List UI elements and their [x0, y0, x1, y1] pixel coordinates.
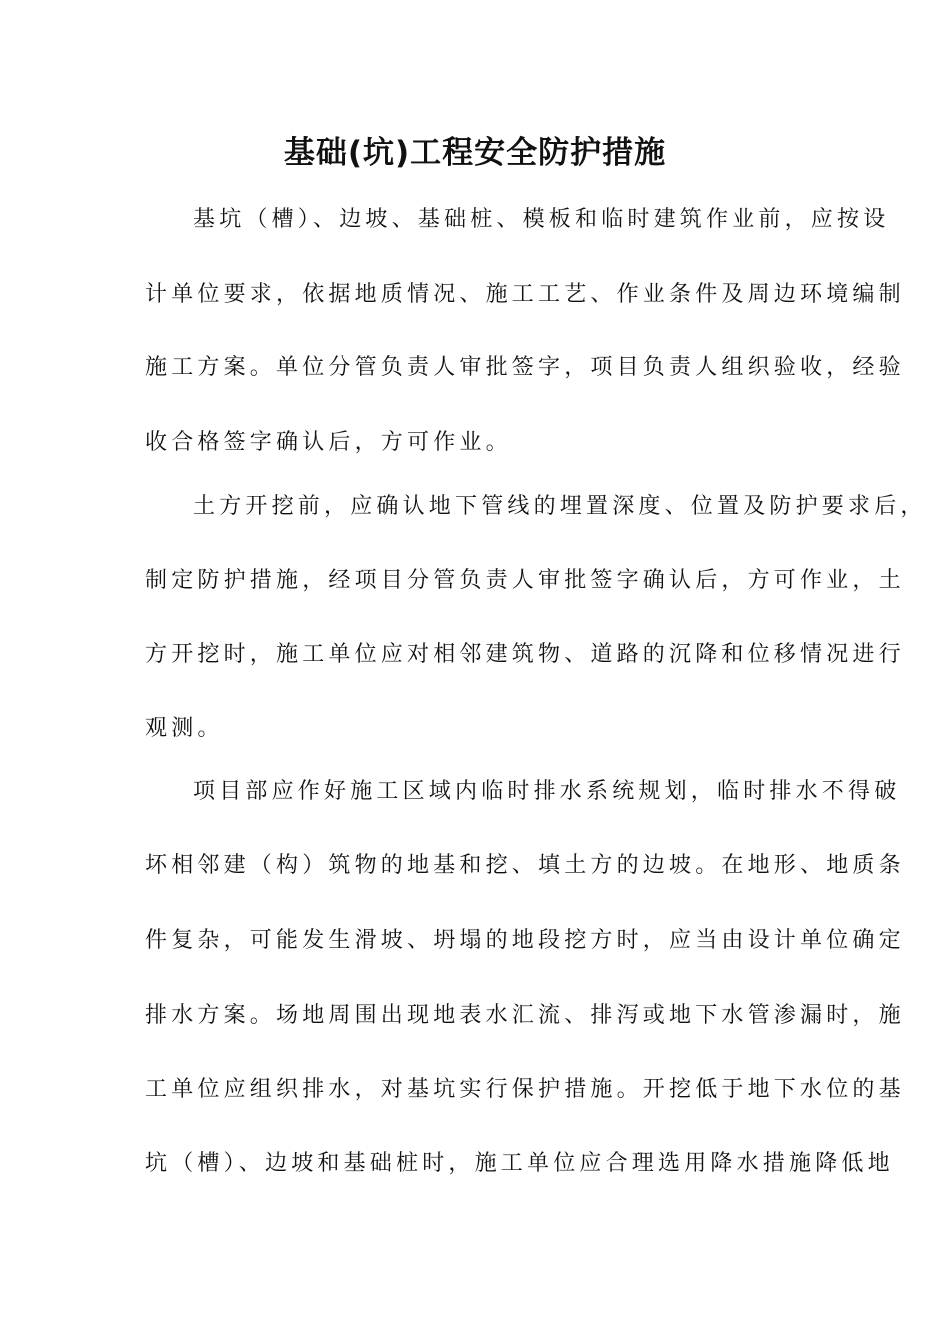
- paragraph-3-line-5: 工单位应组织排水，对基坑实行保护措施。开挖低于地下水位的基: [145, 1077, 905, 1102]
- paragraph-1-line-2: 计单位要求，依据地质情况、施工工艺、作业条件及周边环境编制: [145, 282, 905, 307]
- document-title: 基础(坑)工程安全防护措施: [283, 135, 667, 171]
- paragraph-2-line-4: 观测。: [145, 716, 224, 741]
- paragraph-3-line-2: 坏相邻建（构）筑物的地基和挖、填土方的边坡。在地形、地质条: [145, 853, 905, 878]
- paragraph-3-line-1: 项目部应作好施工区域内临时排水系统规划，临时排水不得破: [193, 779, 901, 804]
- paragraph-1-line-1: 基坑（槽）、边坡、基础桩、模板和临时建筑作业前，应按设: [193, 207, 890, 232]
- paragraph-2-line-3: 方开挖时，施工单位应对相邻建筑物、道路的沉降和位移情况进行: [145, 642, 905, 667]
- paragraph-3-line-4: 排水方案。场地周围出现地表水汇流、排泻或地下水管渗漏时，施: [145, 1003, 905, 1028]
- paragraph-1-line-3: 施工方案。单位分管负责人审批签字，项目负责人组织验收，经验: [145, 355, 905, 380]
- paragraph-2-line-1: 土方开挖前，应确认地下管线的埋置深度、位置及防护要求后，: [193, 494, 927, 519]
- paragraph-3-line-3: 件复杂，可能发生滑坡、坍塌的地段挖方时，应当由设计单位确定: [145, 928, 905, 953]
- paragraph-3-line-6: 坑（槽）、边坡和基础桩时，施工单位应合理选用降水措施降低地: [145, 1151, 894, 1176]
- paragraph-2-line-2: 制定防护措施，经项目分管负责人审批签字确认后，方可作业，土: [145, 568, 905, 593]
- paragraph-1-line-4: 收合格签字确认后，方可作业。: [145, 430, 512, 455]
